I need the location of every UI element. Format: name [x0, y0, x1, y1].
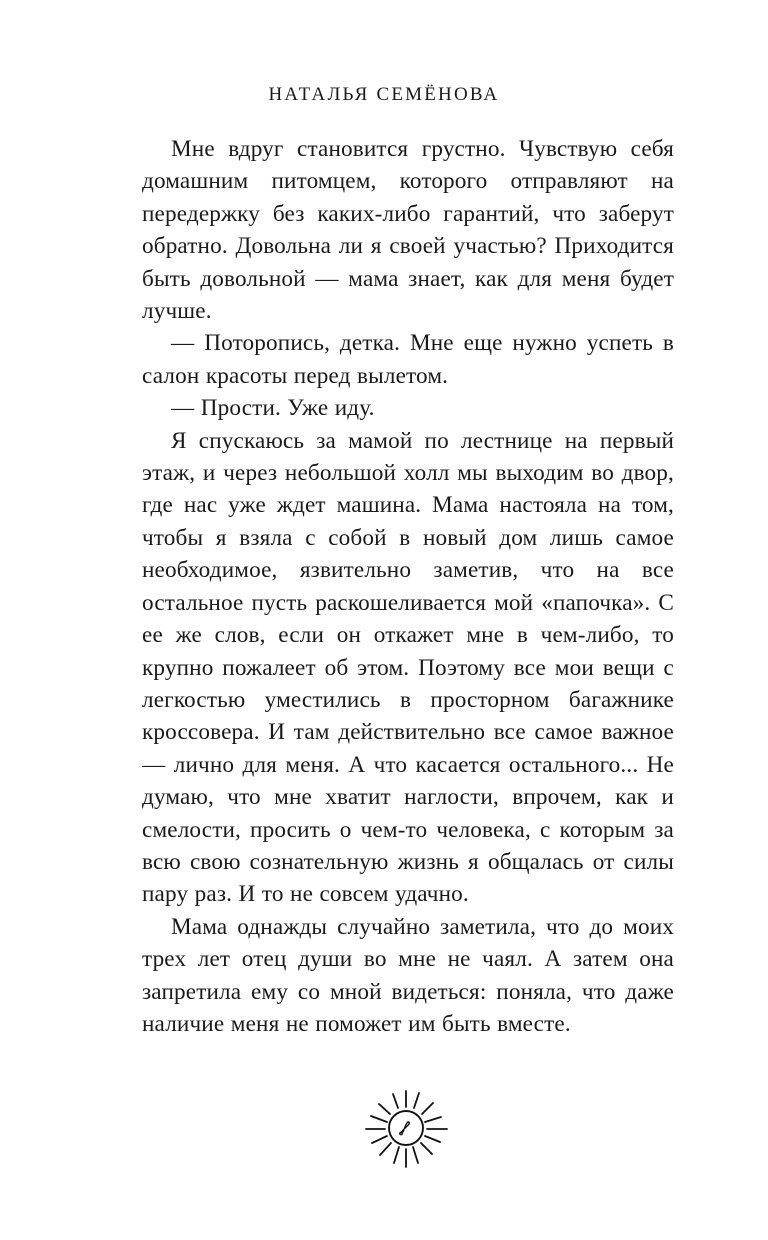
page-text: [142, 133, 674, 1040]
paragraph: Я спускаюсь за мамой по лестнице на первый этаж, и через небольшой холл мы выходим во двор, где нас уже ждет машина. Мама настояла на том, чтобы я взяла с собой в новый дом лишь самое необходимое, язвительно заметив, что на все остальное пусть раскошеливается мой «папочка». С ее же слов, если он откажет мне в чем-либо, то крупно пожалеет об этом. Поэтому все мои вещи с легкостью уместились в просторном багажнике кроссовера. И там действительно все самое важное — лично для меня. А что касается остального... Не думаю, что мне хватит наглости, впрочем, как и смелости, просить о чем-то человека, с которым за всю свою сознательную жизнь я общалась от силы пару раз. И то не совсем удачно.: [142, 427, 674, 908]
paragraph: — Прости. Уже иду.: [171, 395, 375, 422]
paragraph: Мне вдруг становится грустно. Чувствую себя домашним питомцем, которого отправляют на передержку без каких-либо гарантий, что заберут обратно. Довольна ли я своей участью? Приходится быть довольной — мама знает, как для меня будет лучше.: [142, 136, 674, 325]
sun-icon: [361, 1083, 451, 1173]
running-header-author: НАТАЛЬЯ СЕМЁНОВА: [268, 84, 500, 105]
paragraph: Мама однажды случайно заметила, что до моих трех лет отец души во мне не чаял. А затем она запретила ему со мной видеться: поняла, что даже наличие меня не поможет им быть вместе.: [142, 913, 674, 1037]
paragraph: — Поторопись, детка. Мне еще нужно успеть в салон красоты перед вылетом.: [142, 330, 674, 389]
